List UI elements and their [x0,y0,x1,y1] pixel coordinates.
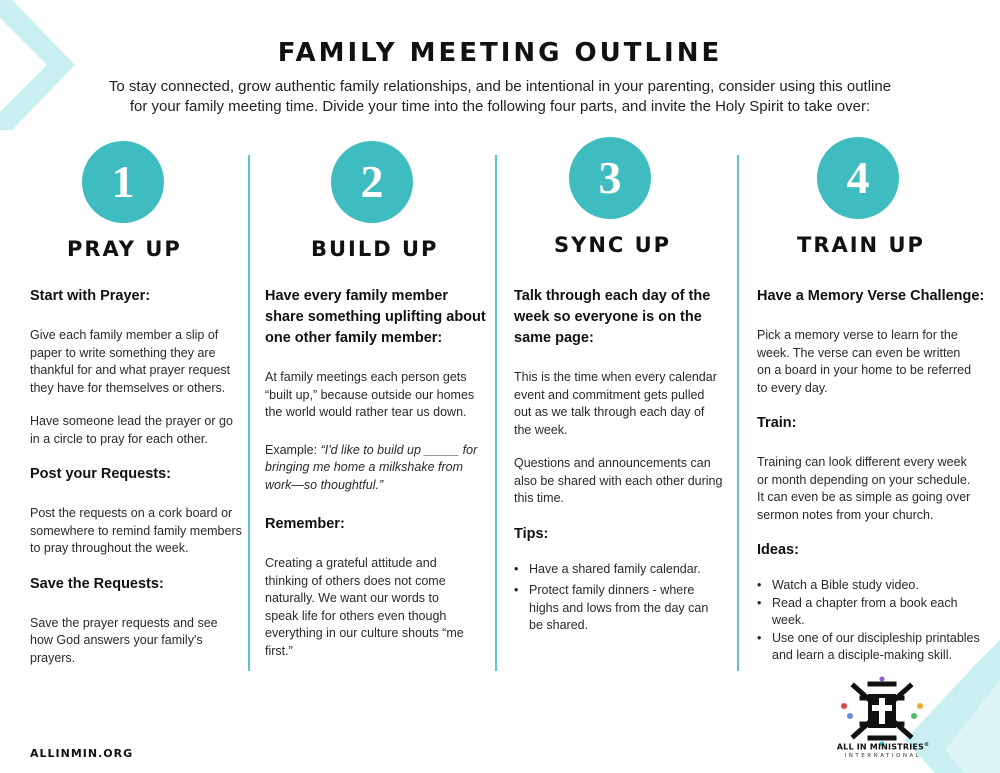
section-heading: Train: [757,415,797,431]
paragraph: Post the requests on a cork board or somewhere to remind family members to pray throughout the week. [30,506,242,555]
paragraph: Give each family member a slip of paper to write something they are thankful for and what prayer request they have for themselves or others. [30,328,231,395]
section-heading: Talk through each day of the week so everyone is on the same page: [514,288,711,346]
paragraph: Creating a grateful attitude and thinking of others does not come naturally. We want our words to speak life for others even though everything in our culture shouts “me first.” [265,556,464,658]
tips-list [514,561,724,635]
example-quote: “I'd like to build up _____ for bringing me home a milkshake from work—so thoughtful.” [265,442,478,492]
step-number-badge: 1 [82,141,164,223]
section-heading: Have a Memory Verse Challenge: [757,288,985,304]
section-heading: Save the Requests: [30,575,164,592]
list-item: • Read a chapter from a book each week. [757,595,987,630]
column-title: SYNC UP [554,233,672,257]
column-divider-3 [737,155,739,671]
column-title: BUILD UP [311,237,439,261]
example-paragraph [265,442,487,495]
section-heading: Remember: [265,516,345,532]
intro-line-1: To stay connected, grow authentic family relationships, and be intentional in your parenting, consider using this outline [108,78,892,95]
list-item: • Use one of our discipleship printables and learn a disciple-making skill. [757,630,987,665]
column-body [265,286,487,660]
step-number-badge: 4 [817,137,899,219]
column-body [30,286,242,667]
intro-text [60,77,940,117]
section-heading: Post your Requests: [30,466,171,482]
section-heading: Ideas: [757,542,799,558]
paragraph: Pick a memory verse to learn for the week. The verse can even be written on a board in your home to be referred to every day. [757,328,972,395]
column-divider-2 [495,155,497,671]
page-title: FAMILY MEETING OUTLINE [277,38,723,68]
example-label: Example: [265,442,321,457]
column-title: PRAY UP [67,237,182,261]
list-item: • Have a shared family calendar. [514,561,724,579]
section-heading: Have every family member share something uplifting about one other family member: [265,288,486,346]
paragraph: At family meetings each person gets “built up,” because outside our homes the world would rather tear us down. [265,370,475,419]
section-heading: Start with Prayer: [30,288,151,304]
paragraph: Questions and announcements can also be shared with each other during this time. [514,456,723,505]
logo-name-text: ALL IN MINISTRIES [836,742,925,752]
step-number-badge: 2 [331,141,413,223]
step-number-badge: 3 [569,137,651,219]
column-body [757,286,987,665]
paragraph: Have someone lead the prayer or go in a circle to pray for each other. [30,414,233,446]
paragraph: This is the time when every calendar event and commitment gets pulled out as we talk through each day of the week. [514,370,717,437]
column-divider-1 [248,155,250,671]
ideas-list [757,577,987,665]
registered-mark: ® [924,742,930,748]
section-heading: Tips: [514,525,549,542]
logo-subtitle: INTERNATIONAL [844,753,922,759]
list-item: • Protect family dinners - where highs and lows from the day can be shared. [514,582,724,635]
logo-name [818,742,948,752]
paragraph: Training can look different every week or month depending on your schedule. It can even be as simple as going over sermon notes from your church. [757,455,971,522]
intro-line-2: for your family meeting time. Divide your time into the following four parts, and invite the Holy Spirit to take over: [129,98,871,115]
list-item: • Watch a Bible study video. [757,577,987,595]
column-title: TRAIN UP [797,233,925,257]
website-url: ALLINMIN.ORG [30,747,134,760]
column-body [514,286,724,639]
paragraph: Save the prayer requests and see how God answers your family's prayers. [30,615,218,665]
